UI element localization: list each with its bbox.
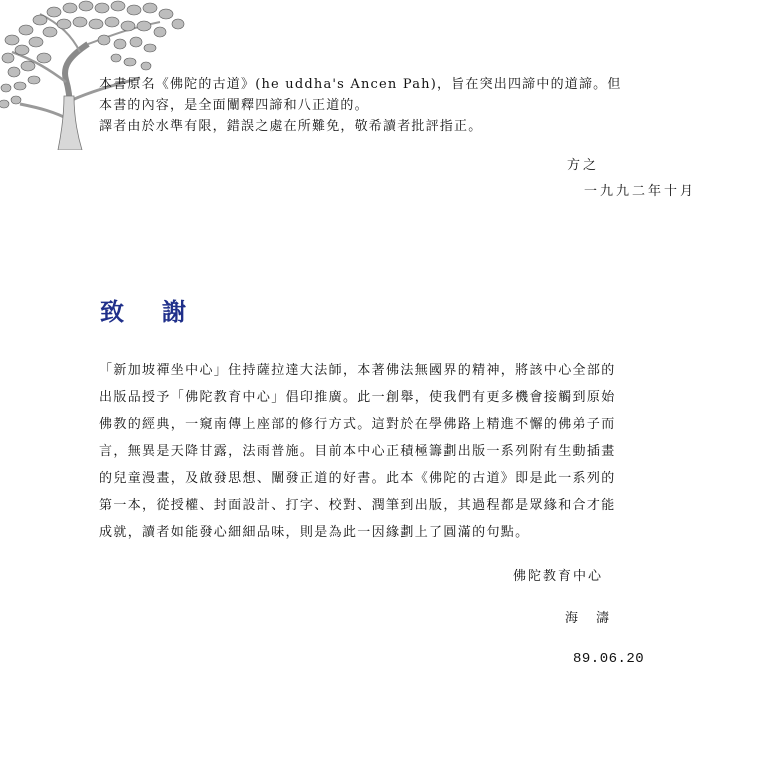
- acknowledgement-line: 佛教的經典，一窺南傳上座部的修行方式。這對於在學佛路上精進不懈的佛弟子而: [99, 417, 616, 432]
- translator-signature: 方之: [567, 158, 600, 173]
- acknowledgement-line: 「新加坡禪坐中心」住持薩拉達大法師，本著佛法無國界的精神，將該中心全部的: [99, 363, 616, 378]
- preface-date: 一九九二年十月: [584, 184, 697, 199]
- preface-line: 譯者由於水準有限，錯誤之處在所難免，敬希讀者批評指正。: [99, 119, 483, 134]
- acknowledgement-line: 成就，讀者如能發心細細品味，則是為此一因緣劃上了圓滿的句點。: [99, 525, 530, 540]
- name-char: 濤: [596, 611, 610, 626]
- heading-char: 謝: [162, 297, 186, 326]
- acknowledgement-date: 89.06.20: [573, 651, 645, 667]
- author-signature: [565, 607, 609, 626]
- acknowledgement-line: 的兒童漫畫，及啟發思想、闡發正道的好書。此本《佛陀的古道》即是此一系列的: [99, 471, 616, 486]
- heading-char: 致: [100, 297, 124, 326]
- preface-section: [99, 74, 739, 137]
- acknowledgement-line: 出版品授予「佛陀教育中心」倡印推廣。此一創舉，使我們有更多機會接觸到原始: [99, 390, 616, 405]
- acknowledgement-line: 言，無異是天降甘露，法雨普施。目前本中心正積極籌劃出版一系列附有生動插畫: [99, 444, 616, 459]
- organization-signature: 佛陀教育中心: [513, 569, 604, 584]
- preface-line: 本書原名《佛陀的古道》(he uddha's Ancen Pah)，旨在突出四諦中的道諦。但: [99, 77, 622, 92]
- preface-line: 本書的內容，是全面闡釋四諦和八正道的。: [99, 98, 369, 113]
- acknowledgement-line: 第一本，從授權、封面設計、打字、校對、潤筆到出版，其過程都是眾緣和合才能: [99, 498, 616, 513]
- name-char: 海: [565, 611, 579, 626]
- acknowledgement-body: [99, 357, 724, 546]
- acknowledgement-heading: [100, 292, 186, 327]
